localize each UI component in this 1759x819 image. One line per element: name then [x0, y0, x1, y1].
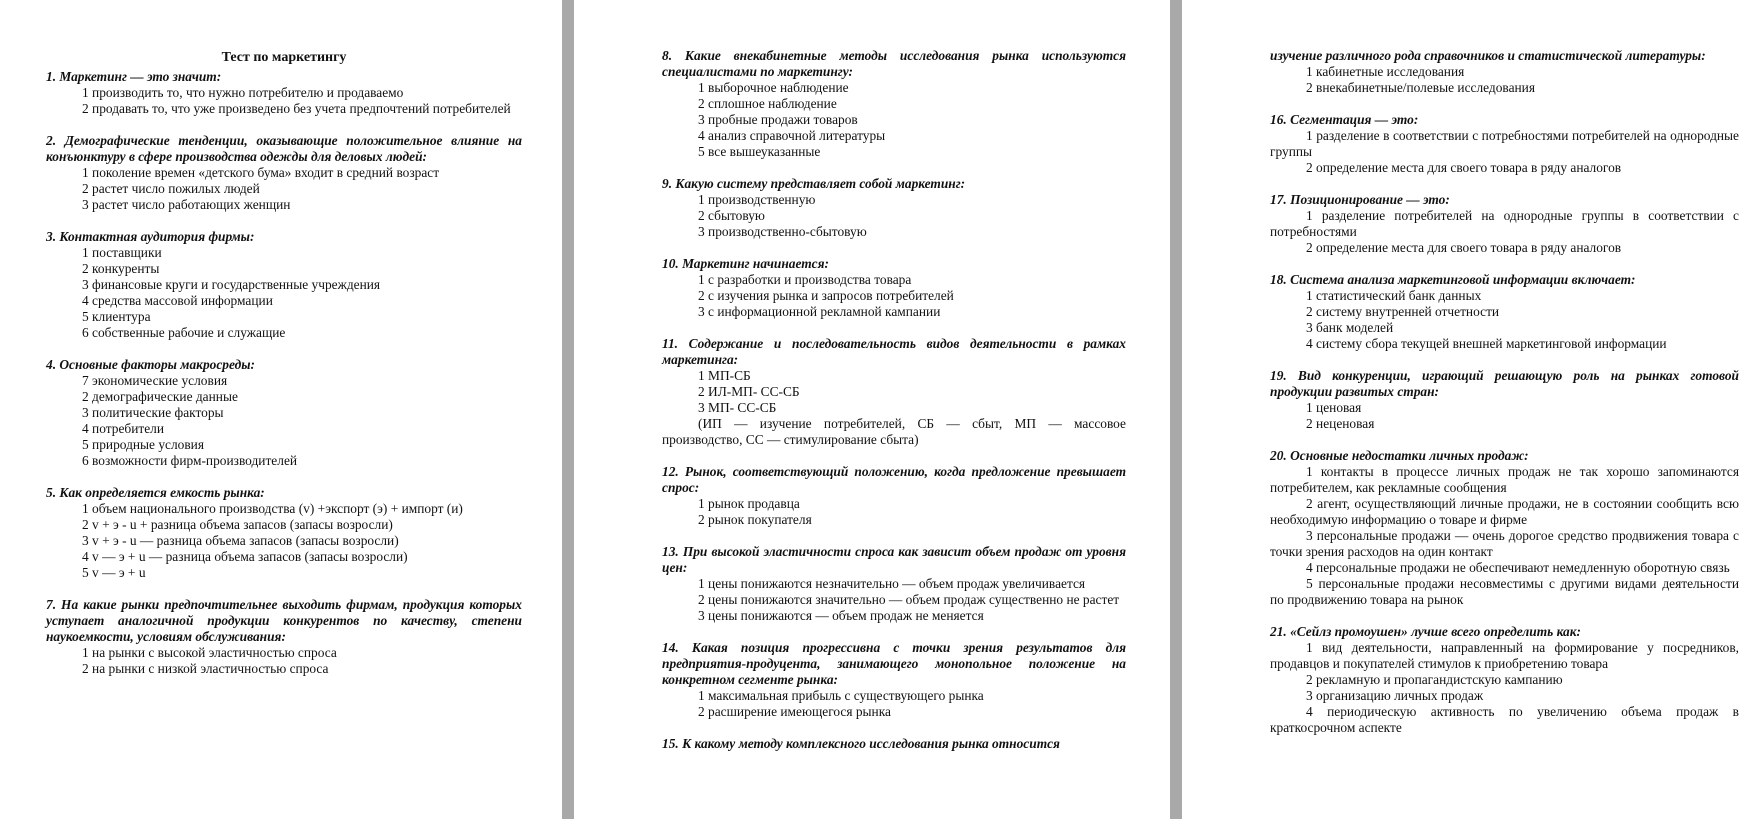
answer-option: 5 природные условия — [82, 437, 205, 452]
answer-option: 2 определение места для своего товара в ряду аналогов — [1306, 240, 1622, 255]
question-block — [662, 48, 1126, 160]
question-block — [662, 464, 1126, 528]
question-title: 14. Какая позиция прогрессивна с точки зрения результатов для предприятия-продуцента, занимающего монопольное положение на конкретном сегменте рынка: — [662, 640, 1126, 687]
question-block — [1270, 368, 1739, 432]
question-block — [1270, 448, 1739, 608]
answer-option: 1 кабинетные исследования — [1306, 64, 1465, 79]
question-title: 16. Сегментация — это: — [1270, 112, 1419, 127]
answer-option: 2 внекабинетные/полевые исследования — [1306, 80, 1536, 95]
answer-option: 4 периодическую активность по увеличению объема продаж в краткосрочном аспекте — [1270, 704, 1739, 735]
answer-option: 1 разделение в соответствии с потребностями потребителей на однородные группы — [1270, 128, 1739, 159]
answer-option: 1 поколение времен «детского бума» входит в средний возраст — [82, 165, 440, 180]
question-title: 9. Какую систему представляет собой маркетинг: — [662, 176, 966, 191]
question-title: 1. Маркетинг — это значит: — [46, 69, 222, 84]
answer-option: 5 персональные продажи несовместимы с другими видами деятельности по продвижению товара на рынок — [1270, 576, 1739, 607]
answer-option: 4 систему сбора текущей внешней маркетинговой информации — [1306, 336, 1667, 351]
answer-option: 3 банк моделей — [1306, 320, 1394, 335]
answer-option: 1 производить то, что нужно потребителю и продаваемо — [82, 85, 404, 100]
answer-option: 1 максимальная прибыль с существующего рынка — [698, 688, 984, 703]
question-block — [662, 544, 1126, 624]
answer-option: 4 v — э + u — разница объема запасов (запасы возросли) — [82, 549, 408, 564]
question-title: 13. При высокой эластичности спроса как зависит объем продаж от уровня цен: — [662, 544, 1126, 575]
question-block — [662, 336, 1126, 448]
question-title: 7. На какие рынки предпочтительнее выходить фирмам, продукция которых уступает аналогичной продукции конкурентов по качеству, степени наукоемкости, условиям обслуживания: — [46, 597, 522, 644]
question-title: 12. Рынок, соответствующий положению, когда предложение превышает спрос: — [662, 464, 1126, 495]
answer-option: 2 на рынки с низкой эластичностью спроса — [82, 661, 329, 676]
answer-option: 3 производственно-сбытовую — [698, 224, 867, 239]
answer-option: 3 v + э - u — разница объема запасов (запасы возросли) — [82, 533, 399, 548]
question-title: 2. Демографические тенденции, оказывающие положительное влияние на конъюнктуру в сфере производства одежды для деловых людей: — [46, 133, 522, 164]
answer-option: 1 статистический банк данных — [1306, 288, 1482, 303]
answer-option: 1 поставщики — [82, 245, 162, 260]
answer-option: 2 v + э - u + разница объема запасов (запасы возросли) — [82, 517, 393, 532]
answer-option: 2 растет число пожилых людей — [82, 181, 260, 196]
question-block — [662, 736, 1126, 752]
document-page-2 — [574, 0, 1170, 819]
question-block — [1270, 624, 1739, 736]
question-title-continuation: изучение различного рода справочников и статистической литературы: — [1270, 48, 1706, 63]
question-block — [46, 133, 522, 213]
question-title: 17. Позиционирование — это: — [1270, 192, 1450, 207]
answer-option: 2 демографические данные — [82, 389, 238, 404]
answer-option: 2 расширение имеющегося рынка — [698, 704, 891, 719]
answer-option: 1 производственную — [698, 192, 816, 207]
answer-option: 3 с информационной рекламной кампании — [698, 304, 941, 319]
question-title: 10. Маркетинг начинается: — [662, 256, 829, 271]
answer-option: 3 цены понижаются — объем продаж не меняется — [698, 608, 984, 623]
document-page-1 — [0, 0, 562, 819]
answer-option: 2 определение места для своего товара в ряду аналогов — [1306, 160, 1622, 175]
question-title: 5. Как определяется емкость рынка: — [46, 485, 265, 500]
question-title: 4. Основные факторы макросреды: — [46, 357, 255, 372]
answer-option: 4 средства массовой информации — [82, 293, 273, 308]
answer-option: 6 собственные рабочие и служащие — [82, 325, 286, 340]
answer-option: 2 неценовая — [1306, 416, 1375, 431]
question-block — [46, 229, 522, 341]
question-title: 19. Вид конкуренции, играющий решающую роль на рынках готовой продукции развитых стран: — [1270, 368, 1739, 399]
answer-option: 1 цены понижаются незначительно — объем продаж увеличивается — [698, 576, 1086, 591]
question-block — [1270, 272, 1739, 352]
answer-option: 3 растет число работающих женщин — [82, 197, 291, 212]
answer-option: 5 клиентура — [82, 309, 151, 324]
question-block — [46, 597, 522, 677]
answer-option: 3 организацию личных продаж — [1306, 688, 1484, 703]
document-page-3 — [1182, 0, 1759, 819]
answer-option: 1 разделение потребителей на однородные группы в соответствии с потребностями — [1270, 208, 1739, 239]
answer-option: 4 анализ справочной литературы — [698, 128, 886, 143]
answer-option: 2 сбытовую — [698, 208, 765, 223]
answer-option: 2 цены понижаются значительно — объем продаж существенно не растет — [698, 592, 1120, 607]
answer-option: 2 продавать то, что уже произведено без учета предпочтений потребителей — [82, 101, 511, 116]
question-title: 20. Основные недостатки личных продаж: — [1270, 448, 1529, 463]
answer-option: 3 МП- СС-СБ — [698, 400, 777, 415]
question-title: 18. Система анализа маркетинговой информации включает: — [1270, 272, 1636, 287]
answer-option: 1 выборочное наблюдение — [698, 80, 849, 95]
answer-option: 2 конкуренты — [82, 261, 160, 276]
question-note: (ИП — изучение потребителей, СБ — сбыт, МП — массовое производство, СС — стимулирование сбыта) — [662, 416, 1126, 447]
question-block — [662, 256, 1126, 320]
answer-option: 5 все вышеуказанные — [698, 144, 821, 159]
answer-option: 7 экономические условия — [82, 373, 228, 388]
answer-option: 2 систему внутренней отчетности — [1306, 304, 1500, 319]
question-title: 3. Контактная аудитория фирмы: — [46, 229, 255, 244]
question-title: 15. К какому методу комплексного исследования рынка относится — [662, 736, 1060, 751]
question-title: 11. Содержание и последовательность видов деятельности в рамках маркетинга: — [662, 336, 1126, 367]
answer-option: 2 агент, осуществляющий личные продажи, не в состоянии сообщить всю необходимую информацию о товаре и фирме — [1270, 496, 1739, 527]
document-title: Тест по маркетингу — [221, 50, 347, 65]
answer-option: 5 v — э + u — [82, 565, 146, 580]
answer-option: 6 возможности фирм-производителей — [82, 453, 298, 468]
answer-option: 2 рынок покупателя — [698, 512, 812, 527]
answer-option: 3 персональные продажи — очень дорогое средство продвижения товара с точки зрения расходов на один контакт — [1270, 528, 1739, 559]
answer-option: 1 рынок продавца — [698, 496, 800, 511]
answer-option: 1 МП-СБ — [698, 368, 751, 383]
page-gutter — [562, 0, 574, 819]
question-block — [46, 69, 522, 117]
answer-option: 2 с изучения рынка и запросов потребителей — [698, 288, 954, 303]
question-block — [1270, 112, 1739, 176]
answer-option: 1 ценовая — [1306, 400, 1362, 415]
answer-option: 3 политические факторы — [82, 405, 224, 420]
answer-option: 4 потребители — [82, 421, 165, 436]
page-gutter — [1170, 0, 1182, 819]
question-continuation — [1270, 48, 1739, 96]
answer-option: 3 финансовые круги и государственные учреждения — [82, 277, 381, 292]
question-block — [662, 640, 1126, 720]
answer-option: 2 ИЛ-МП- СС-СБ — [698, 384, 800, 399]
answer-option: 2 рекламную и пропагандистскую кампанию — [1306, 672, 1563, 687]
answer-option: 1 объем национального производства (v) +экспорт (э) + импорт (и) — [82, 501, 463, 516]
answer-option: 1 на рынки с высокой эластичностью спроса — [82, 645, 337, 660]
question-block — [46, 357, 522, 469]
answer-option: 1 с разработки и производства товара — [698, 272, 912, 287]
answer-option: 1 контакты в процессе личных продаж не так хорошо запоминаются потребителем, как рекламные сообщения — [1270, 464, 1739, 495]
question-block — [46, 485, 522, 581]
answer-option: 4 персональные продажи не обеспечивают немедленную оборотную связь — [1306, 560, 1730, 575]
answer-option: 2 сплошное наблюдение — [698, 96, 837, 111]
answer-option: 1 вид деятельности, направленный на формирование у посредников, продавцов и покупателей стимулов к приобретению товара — [1270, 640, 1739, 671]
answer-option: 3 пробные продажи товаров — [698, 112, 858, 127]
question-title: 8. Какие внекабинетные методы исследования рынка используются специалистами по маркетингу: — [662, 48, 1126, 79]
question-block — [662, 176, 1126, 240]
question-title: 21. «Сейлз промоушен» лучше всего определить как: — [1270, 624, 1581, 639]
question-block — [1270, 192, 1739, 256]
